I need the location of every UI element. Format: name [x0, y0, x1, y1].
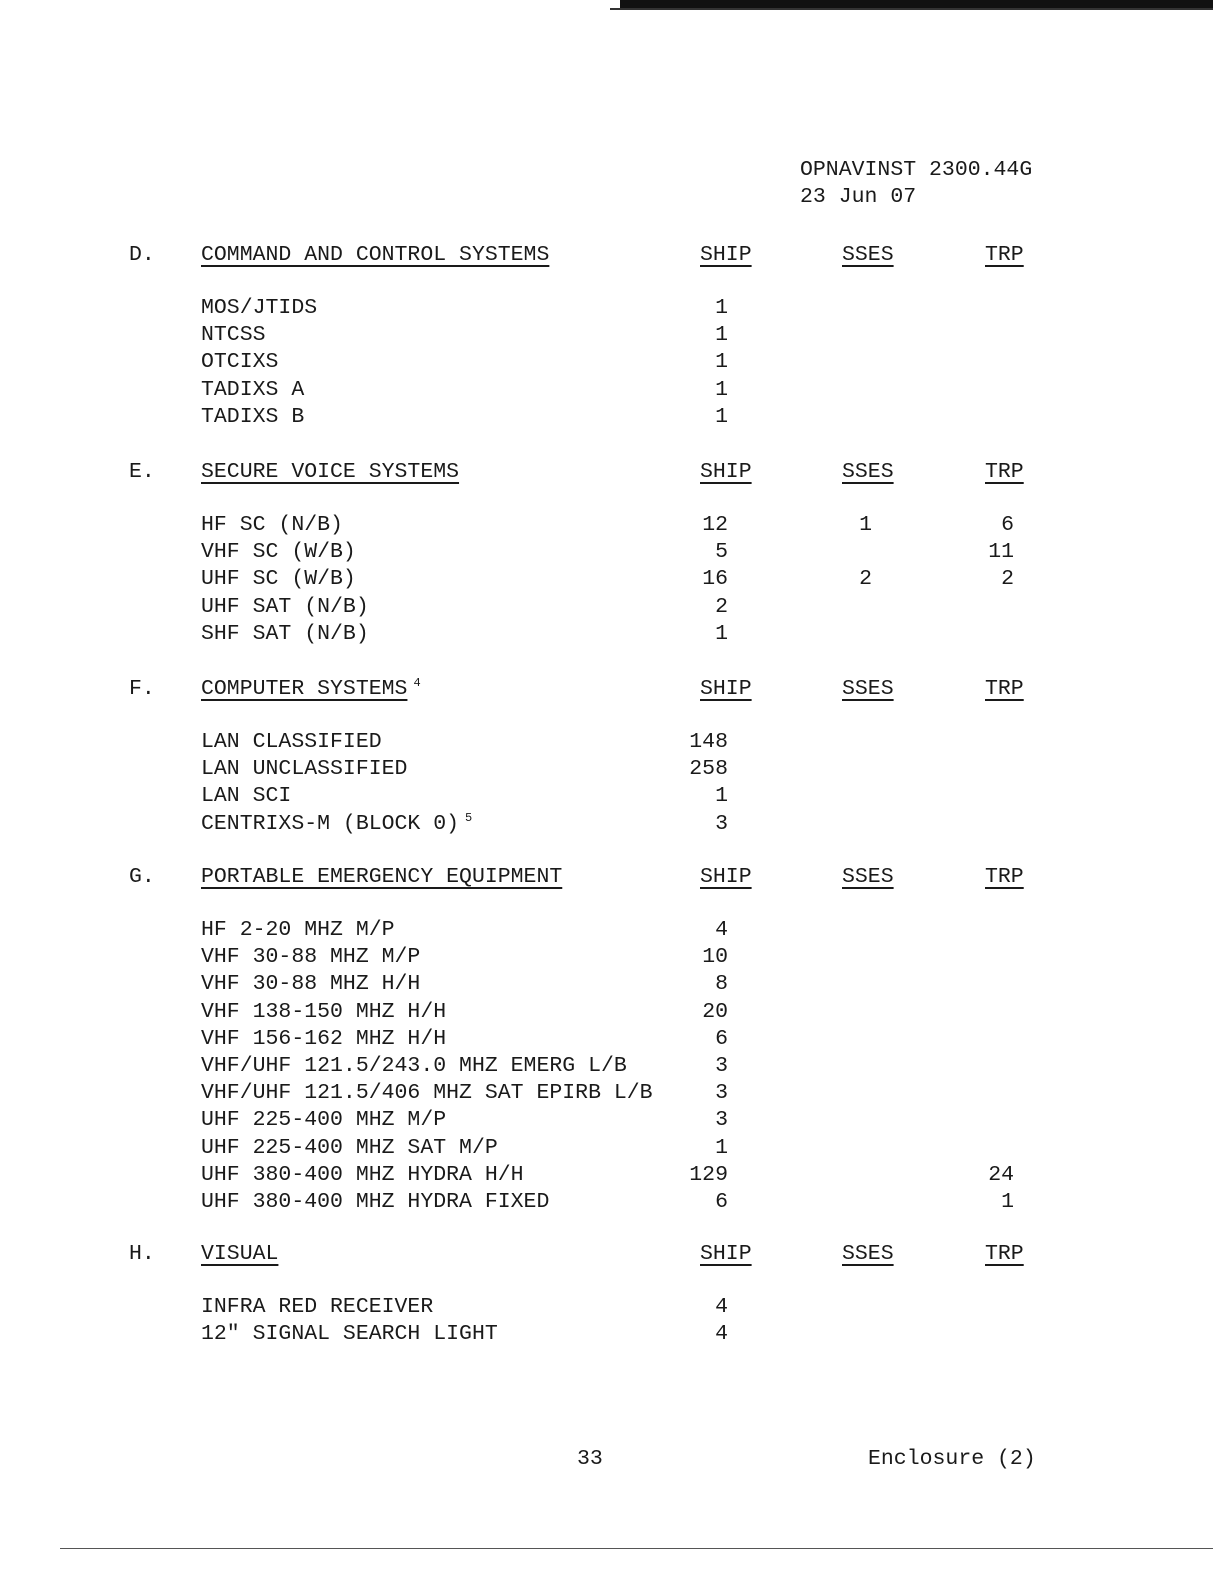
- section-letter: E.: [129, 460, 155, 484]
- column-header-sses: [842, 867, 894, 889]
- cell-trp: 2: [1001, 567, 1014, 591]
- row-label-text: VHF SC (W/B): [201, 540, 356, 564]
- column-header-text: SSES: [842, 677, 894, 701]
- row-label-text: UHF 225-400 MHZ M/P: [201, 1108, 447, 1132]
- footnote-marker: 5: [465, 811, 473, 825]
- row-label-text: OTCIXS: [201, 350, 279, 374]
- column-header-trp: [985, 1244, 1024, 1266]
- row-label-text: CENTRIXS-M (BLOCK 0): [201, 812, 460, 836]
- cell-ship: 10: [702, 945, 728, 969]
- bottom-border-line: [60, 1548, 1213, 1549]
- cell-ship: 2: [715, 595, 728, 619]
- cell-ship: 6: [715, 1190, 728, 1214]
- section-letter: G.: [129, 865, 155, 889]
- row-label: [201, 811, 473, 836]
- row-label: [201, 759, 407, 781]
- enclosure-label: Enclosure (2): [868, 1447, 1036, 1471]
- row-label-text: UHF SC (W/B): [201, 567, 356, 591]
- section-title: [201, 676, 421, 701]
- cell-ship: 20: [702, 1000, 728, 1024]
- cell-ship: 4: [715, 918, 728, 942]
- row-label-text: INFRA RED RECEIVER: [201, 1295, 434, 1319]
- cell-ship: 8: [715, 972, 728, 996]
- cell-ship: 3: [715, 812, 728, 836]
- row-label: [201, 1083, 653, 1105]
- column-header-ship: [700, 679, 752, 701]
- column-header-text: TRP: [985, 1242, 1024, 1266]
- row-label: [201, 569, 356, 591]
- row-label-text: VHF 138-150 MHZ H/H: [201, 1000, 447, 1024]
- cell-ship: 6: [715, 1027, 728, 1051]
- column-header-sses: [842, 1244, 894, 1266]
- row-label-text: NTCSS: [201, 323, 266, 347]
- row-label: [201, 1138, 498, 1160]
- cell-ship: 12: [702, 513, 728, 537]
- cell-ship: 4: [715, 1295, 728, 1319]
- section-title: [201, 245, 549, 267]
- cell-ship: 148: [689, 730, 728, 754]
- document-id: OPNAVINST 2300.44G: [800, 158, 1033, 182]
- row-label-text: SHF SAT (N/B): [201, 622, 369, 646]
- column-header-trp: [985, 462, 1024, 484]
- cell-ship: 4: [715, 1322, 728, 1346]
- row-label-text: VHF 156-162 MHZ H/H: [201, 1027, 447, 1051]
- cell-ship: 3: [715, 1108, 728, 1132]
- row-label: [201, 325, 266, 347]
- cell-ship: 1: [715, 378, 728, 402]
- row-label: [201, 1056, 627, 1078]
- row-label-text: 12″ SIGNAL SEARCH LIGHT: [201, 1322, 498, 1346]
- cell-ship: 1: [715, 1136, 728, 1160]
- column-header-trp: [985, 867, 1024, 889]
- cell-ship: 129: [689, 1163, 728, 1187]
- row-label-text: TADIXS B: [201, 405, 305, 429]
- row-label-text: UHF 225-400 MHZ SAT M/P: [201, 1136, 498, 1160]
- page-number: 33: [577, 1447, 603, 1471]
- footnote-marker: 4: [413, 676, 421, 690]
- row-label: [201, 1002, 446, 1024]
- row-label-text: LAN CLASSIFIED: [201, 730, 382, 754]
- cell-ship: 258: [689, 757, 728, 781]
- cell-sses: 2: [859, 567, 872, 591]
- row-label-text: UHF 380-400 MHZ HYDRA H/H: [201, 1163, 524, 1187]
- section-title-text: VISUAL: [201, 1242, 279, 1266]
- row-label-text: HF 2-20 MHZ M/P: [201, 918, 395, 942]
- cell-ship: 3: [715, 1081, 728, 1105]
- column-header-sses: [842, 245, 894, 267]
- column-header-text: SSES: [842, 1242, 894, 1266]
- row-label: [201, 974, 420, 996]
- row-label: [201, 298, 317, 320]
- row-label: [201, 515, 343, 537]
- column-header-text: SHIP: [700, 243, 752, 267]
- row-label-text: VHF 30-88 MHZ H/H: [201, 972, 421, 996]
- row-label: [201, 624, 369, 646]
- column-header-trp: [985, 679, 1024, 701]
- column-header-sses: [842, 679, 894, 701]
- column-header-text: SHIP: [700, 677, 752, 701]
- cell-ship: 3: [715, 1054, 728, 1078]
- row-label-text: VHF 30-88 MHZ M/P: [201, 945, 421, 969]
- row-label: [201, 1297, 433, 1319]
- row-label: [201, 1324, 498, 1346]
- column-header-ship: [700, 462, 752, 484]
- cell-sses: 1: [859, 513, 872, 537]
- row-label-text: TADIXS A: [201, 378, 305, 402]
- row-label: [201, 1165, 524, 1187]
- row-label-text: UHF SAT (N/B): [201, 595, 369, 619]
- column-header-text: SSES: [842, 243, 894, 267]
- row-label: [201, 542, 356, 564]
- column-header-text: TRP: [985, 677, 1024, 701]
- row-label: [201, 1110, 446, 1132]
- row-label: [201, 597, 369, 619]
- cell-trp: 6: [1001, 513, 1014, 537]
- cell-ship: 1: [715, 405, 728, 429]
- row-label: [201, 732, 382, 754]
- section-title: [201, 1244, 278, 1266]
- column-header-text: TRP: [985, 243, 1024, 267]
- column-header-text: TRP: [985, 865, 1024, 889]
- row-label-text: VHF/UHF 121.5/406 MHZ SAT EPIRB L/B: [201, 1081, 653, 1105]
- section-letter: D.: [129, 243, 155, 267]
- cell-ship: 1: [715, 350, 728, 374]
- column-header-text: TRP: [985, 460, 1024, 484]
- section-title: [201, 462, 459, 484]
- section-letter: H.: [129, 1242, 155, 1266]
- column-header-text: SHIP: [700, 1242, 752, 1266]
- column-header-trp: [985, 245, 1024, 267]
- top-border-line: [610, 8, 1213, 10]
- section-title-text: COMPUTER SYSTEMS: [201, 677, 408, 701]
- document-date: 23 Jun 07: [800, 185, 917, 209]
- section-title-text: COMMAND AND CONTROL SYSTEMS: [201, 243, 550, 267]
- top-border-bar: [620, 0, 1213, 8]
- row-label: [201, 1029, 446, 1051]
- section-title: [201, 867, 562, 889]
- row-label: [201, 407, 304, 429]
- row-label-text: HF SC (N/B): [201, 513, 343, 537]
- cell-ship: 1: [715, 784, 728, 808]
- row-label-text: UHF 380-400 MHZ HYDRA FIXED: [201, 1190, 550, 1214]
- column-header-ship: [700, 1244, 752, 1266]
- cell-ship: 16: [702, 567, 728, 591]
- row-label: [201, 920, 395, 942]
- row-label: [201, 1192, 549, 1214]
- column-header-text: SHIP: [700, 460, 752, 484]
- section-title-text: SECURE VOICE SYSTEMS: [201, 460, 460, 484]
- cell-trp: 1: [1001, 1190, 1014, 1214]
- cell-trp: 11: [988, 540, 1014, 564]
- column-header-sses: [842, 462, 894, 484]
- row-label-text: LAN SCI: [201, 784, 292, 808]
- cell-trp: 24: [988, 1163, 1014, 1187]
- row-label: [201, 947, 420, 969]
- row-label: [201, 786, 291, 808]
- section-letter: F.: [129, 677, 155, 701]
- column-header-ship: [700, 245, 752, 267]
- cell-ship: 1: [715, 622, 728, 646]
- cell-ship: 5: [715, 540, 728, 564]
- cell-ship: 1: [715, 323, 728, 347]
- cell-ship: 1: [715, 296, 728, 320]
- column-header-text: SSES: [842, 460, 894, 484]
- section-title-text: PORTABLE EMERGENCY EQUIPMENT: [201, 865, 563, 889]
- column-header-ship: [700, 867, 752, 889]
- row-label: [201, 352, 278, 374]
- row-label: [201, 380, 304, 402]
- column-header-text: SHIP: [700, 865, 752, 889]
- row-label-text: LAN UNCLASSIFIED: [201, 757, 408, 781]
- column-header-text: SSES: [842, 865, 894, 889]
- row-label-text: MOS/JTIDS: [201, 296, 318, 320]
- row-label-text: VHF/UHF 121.5/243.0 MHZ EMERG L/B: [201, 1054, 627, 1078]
